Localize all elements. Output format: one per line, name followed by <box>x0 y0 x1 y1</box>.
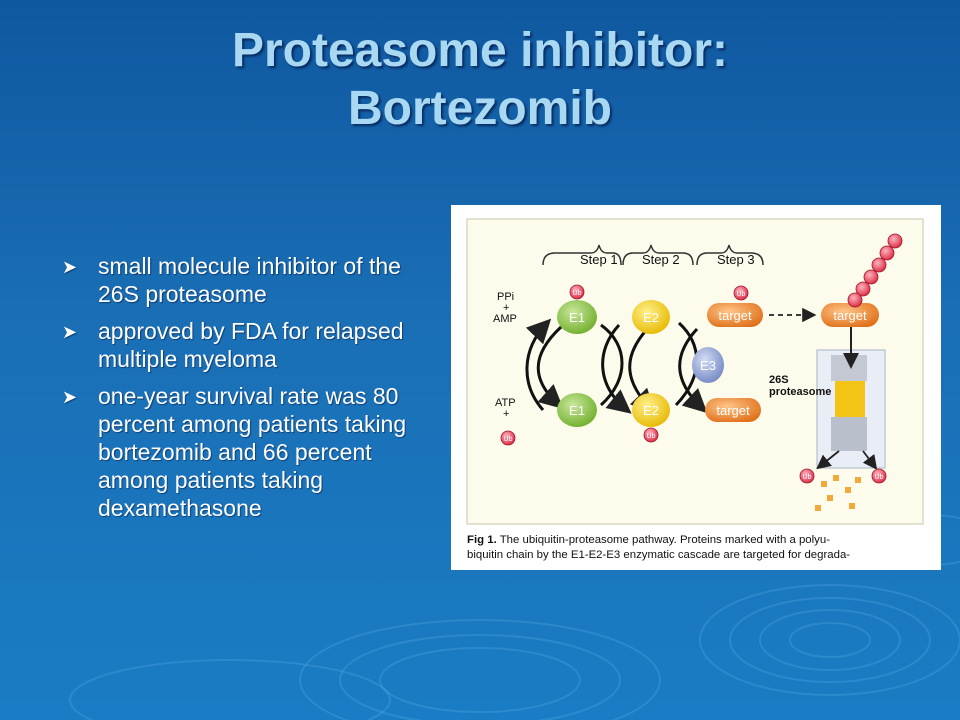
target-right-node <box>821 303 879 327</box>
ub-icon <box>501 431 515 445</box>
e2-top-node <box>632 300 670 334</box>
atp-label: ATP <box>495 397 516 409</box>
step-3-label: Step 3 <box>717 252 755 267</box>
svg-text:E2: E2 <box>643 310 659 325</box>
caption-text-1: The ubiquitin-proteasome pathway. Proteins marked with a polyu- <box>496 534 830 546</box>
bullet-list <box>62 252 432 531</box>
svg-text:Ub: Ub <box>736 291 746 298</box>
ppi-label: PPi <box>497 291 515 303</box>
bullet-item <box>62 382 432 522</box>
arrowhead-bullet-icon: ➤ <box>62 387 78 407</box>
svg-text:Ub: Ub <box>802 474 812 481</box>
arrowhead-bullet-icon: ➤ <box>62 257 78 277</box>
ppi-plus: + <box>503 302 510 314</box>
figure-caption <box>467 533 935 563</box>
bullet-text: small molecule inhibitor of the 26S proteasome <box>98 253 401 307</box>
caption-line-1 <box>467 533 935 548</box>
pathway-diagram <box>451 205 941 570</box>
svg-text:target: target <box>833 308 867 323</box>
arrowhead-bullet-icon: ➤ <box>62 322 78 342</box>
svg-text:Ub: Ub <box>874 474 884 481</box>
bullet-item <box>62 252 432 308</box>
svg-text:E2: E2 <box>643 403 659 418</box>
title-line-1: Proteasome inhibitor: <box>231 24 729 77</box>
title-line-2: Bortezomib <box>348 82 612 135</box>
bullet-text: one-year survival rate was 80 percent among patients taking bortezomib and 66 percent among patients taking dexamethasone <box>98 383 407 521</box>
step-1-label: Step 1 <box>580 252 618 267</box>
svg-text:E1: E1 <box>569 310 585 325</box>
target-bottom-node <box>705 398 761 422</box>
ubiquitin-pathway-figure <box>451 205 941 570</box>
svg-text:Ub: Ub <box>503 436 513 443</box>
step-2-label: Step 2 <box>642 252 680 267</box>
slide-title <box>0 22 960 138</box>
proteasome-label-1: 26S <box>769 374 789 386</box>
svg-text:Ub: Ub <box>646 433 656 440</box>
svg-text:Ub: Ub <box>572 290 582 297</box>
svg-text:E3: E3 <box>700 358 716 373</box>
bullet-item <box>62 317 432 373</box>
svg-text:E1: E1 <box>569 403 585 418</box>
e3-node <box>692 347 724 383</box>
e1-bottom-node <box>557 393 597 427</box>
caption-line-2: biquitin chain by the E1-E2-E3 enzymatic cascade are targeted for degrada- <box>467 549 851 561</box>
atp-plus: + <box>503 408 510 420</box>
amp-label: AMP <box>493 313 517 325</box>
bullet-text: approved by FDA for relapsed multiple myeloma <box>98 318 404 372</box>
caption-figure-number: Fig 1. <box>467 534 497 546</box>
proteasome-label-2: proteasome <box>769 386 832 398</box>
svg-text:target: target <box>716 403 750 418</box>
svg-text:target: target <box>718 308 752 323</box>
